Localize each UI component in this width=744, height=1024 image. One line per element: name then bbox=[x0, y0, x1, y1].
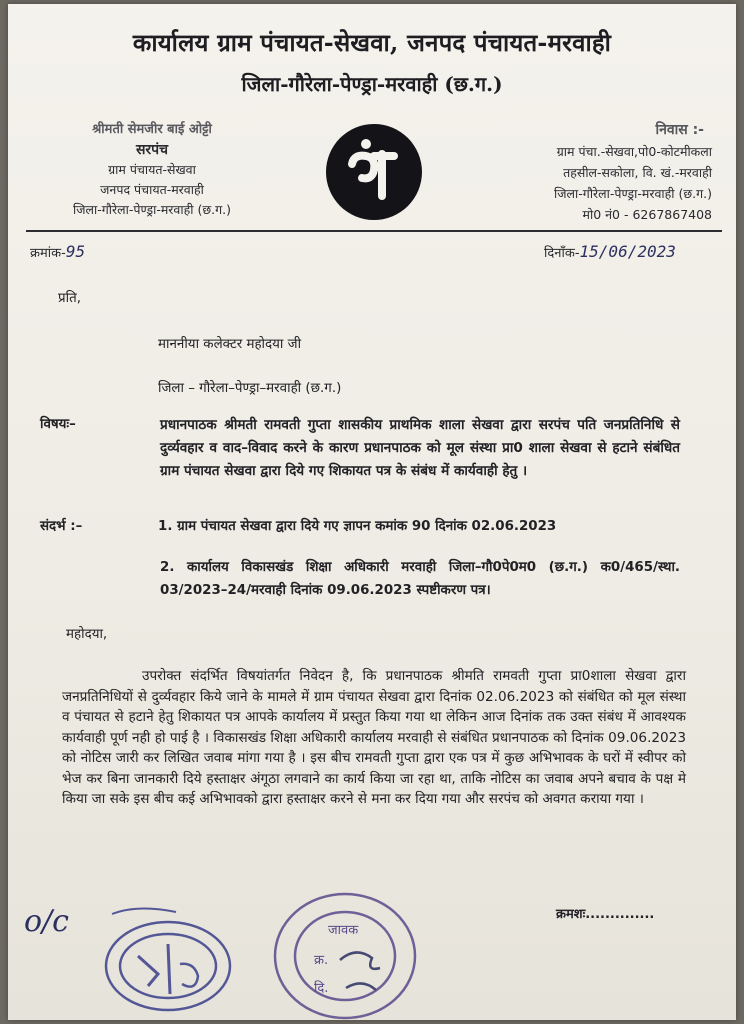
right-stamp-icon bbox=[270, 888, 420, 1020]
kramank-label: क्रमांक- bbox=[30, 246, 66, 261]
letterhead-title: कार्यालय ग्राम पंचायत-सेखवा, जनपद पंचायत-मरवाही bbox=[132, 28, 612, 57]
panchayat-logo-icon bbox=[326, 124, 422, 220]
dinank-value: 15/06/2023 bbox=[579, 242, 676, 261]
sarpanch-name: श्रीमती सेमजीर बाई ओट्टी bbox=[92, 122, 212, 137]
reference-label: संदर्भ :– bbox=[40, 519, 83, 534]
body-text: उपरोक्त संदर्भित विषयांतर्गत निवेदन है, कि प्रधानपाठक श्रीमति रामवती गुप्ता प्रा0शाला सेखवा द्वारा जनप्रतिनिधियों से दुर्व्यवहार किये जाने के मामले में ग्राम पंचायत सेखवा द्वारा दिनांक 02.06.2023 को संबंधित को मूल संस्था व पंचायत से हटाने हेतु शिकायत पत्र आपके कार्यालय में प्रस्तुत किया गया था लेकिन आज दिनांक तक उक्त संबंध में आवश्यक कार्यवाही पूर्ण नही हो पाई है । विकासखंड शिक्षा अधिकारी कार्यालय मरवाही से संबंधित प्रधानपाठक को दिनांक 09.06.2023 को नोटिस जारी कर लिखित जवाब मांगा गया है । इस बीच रामवती गुप्ता द्वारा एक पत्र में कुछ अभिभावक के घरों में स्वीपर को भेज कर बिना जानकारी दिये हस्ताक्षर अंगूठा लगवाने का कार्य किया जा रहा था, ताकि नोटिस का जवाब अपने बचाव के पक्ष मे किया जा सके इस बीच कई अभिभावको द्वारा हस्ताक्षर करने से मना कर दिया गया और सरपंच को अवगत कराया गया । bbox=[62, 668, 686, 807]
residence-block bbox=[462, 120, 712, 225]
continued-marker: क्रमशः.............. bbox=[556, 907, 655, 922]
kramank-value: 95 bbox=[65, 242, 86, 261]
kramank bbox=[30, 242, 85, 261]
letterhead-subtitle: जिला-गौरेला-पेण्ड्रा-मरवाही (छ.ग.) bbox=[241, 72, 503, 96]
dinank-label: दिनाँक- bbox=[544, 246, 580, 261]
prati: प्रति, bbox=[58, 291, 81, 306]
sarpanch-line2: जनपद पंचायत-मरवाही bbox=[100, 182, 204, 197]
sarpanch-designation: सरपंच bbox=[135, 142, 169, 158]
subject-text: प्रधानपाठक श्रीमती रामवती गुप्ता शासकीय प्राथमिक शाला सेखवा द्वारा सरपंच पति जनप्रतिनिधि से दुर्व्यवहार व वाद–विवाद करने के कारण प्रधानपाठक को मूल संस्था प्रा0 शाला सेखवा से हटाने संबंधित ग्राम पंचायत सेखवा द्वारा दिये गए शिकायत पत्र के संबंध में कार्यवाही हेतु । bbox=[160, 417, 680, 479]
subject-label: विषयः– bbox=[40, 417, 76, 432]
residence-line1: ग्राम पंचा.-सेखवा,पो0-कोटमीकला bbox=[556, 144, 712, 159]
body-paragraph bbox=[62, 666, 686, 810]
dinank bbox=[544, 242, 676, 261]
residence-line3: जिला-गौरेला-पेण्ड्रा-मरवाही (छ.ग.) bbox=[554, 186, 712, 201]
stamp-line-di: दि. bbox=[314, 981, 329, 996]
oc-mark: o/c bbox=[24, 904, 69, 939]
sarpanch-block bbox=[22, 120, 282, 220]
letter-page bbox=[8, 4, 736, 1020]
residence-heading: निवास :- bbox=[655, 122, 704, 138]
residence-line2: तहसील-सकोला, वि. खं.-मरवाही bbox=[563, 165, 712, 180]
header-divider bbox=[26, 230, 722, 232]
stamp-line-kr: क्र. bbox=[314, 953, 329, 968]
recipient-line1: माननीया कलेक्टर महोदया जी bbox=[158, 337, 302, 352]
sarpanch-line3: जिला-गौरेला-पेण्ड्रा-मरवाही (छ.ग.) bbox=[73, 202, 231, 217]
reference-2: 2. कार्यालय विकासखंड शिक्षा अधिकारी मरवाही जिला–गौ0पे0म0 (छ.ग.) क0/465/स्था. 03/2023–24/मरवाही दिनांक 09.06.2023 स्पष्टीकरण पत्र। bbox=[160, 560, 680, 598]
sarpanch-line1: ग्राम पंचायत-सेखवा bbox=[108, 162, 196, 177]
salutation: महोदया, bbox=[66, 627, 108, 642]
recipient-line2: जिला – गौरेला–पेण्ड्रा–मरवाही (छ.ग.) bbox=[158, 381, 342, 396]
reference-1: 1. ग्राम पंचायत सेखवा द्वारा दिये गए ज्ञापन कमांक 90 दिनांक 02.06.2023 bbox=[158, 519, 557, 534]
left-stamp-icon bbox=[98, 904, 238, 1014]
stamp-line-javak: जावक bbox=[328, 923, 359, 938]
residence-mobile: मो0 नं0 - 6267867408 bbox=[582, 207, 712, 222]
